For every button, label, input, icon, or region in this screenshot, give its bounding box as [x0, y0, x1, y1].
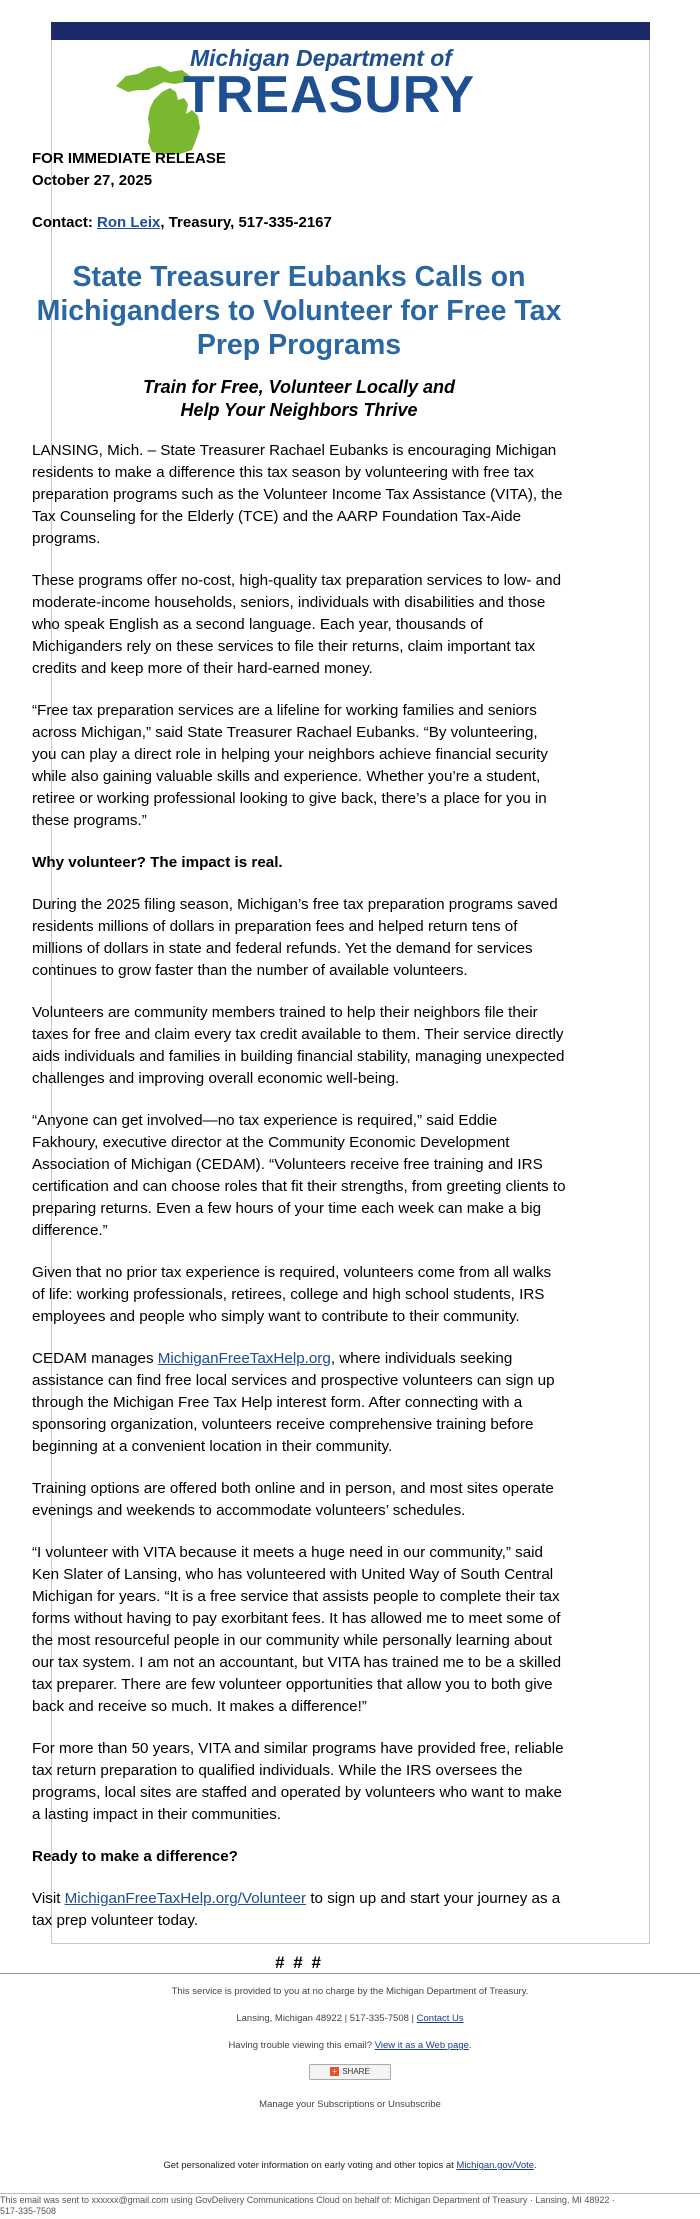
footer-trouble-viewing [0, 2039, 700, 2052]
end-marker: # # # [275, 1953, 323, 1972]
share-row [0, 2064, 700, 2080]
manage-subscriptions-link[interactable]: Manage your Subscriptions or Unsubscribe [259, 2099, 441, 2110]
footer-divider [0, 1973, 700, 1974]
paragraph-fakhoury-quote: “Anyone can get involved—no tax experience is required,” said Eddie Fakhoury, executive director at the Community Economic Development Association of Michigan (CEDAM). “Volunteers receive free training and IRS certification and can choose roles that fit their strengths, from greeting clients to preparing returns. Even a few hours of your time each week can make a big difference.” [32, 1112, 566, 1239]
cedam-text-pre: CEDAM manages [32, 1350, 158, 1367]
sent-to-line-2: 517-335-7508 [0, 2206, 57, 2216]
paragraph-intro: LANSING, Mich. – State Treasurer Rachael Eubanks is encouraging Michigan residents to make a difference this tax season by volunteering with free tax preparation programs such as the Volunteer Income Tax Assistance (VITA), the Tax Counseling for the Elderly (TCE) and the AARP Foundation Tax-Aide programs. [32, 442, 563, 547]
footer [0, 1985, 700, 2111]
paragraph-cedam [32, 1348, 566, 1458]
share-button[interactable] [309, 2064, 391, 2080]
paragraph-volunteers: Volunteers are community members trained to help their neighbors file their taxes for free and claim every tax credit available to them. Their service directly aids individuals and families in building financial stability, managing unexpected challenges and improving overall economic well-being. [32, 1004, 565, 1087]
paragraph-history: For more than 50 years, VITA and similar programs have provided free, reliable tax return preparation to qualified individuals. While the IRS oversees the programs, local sites are staffed and operated by volunteers who want to make a lasting impact in their communities. [32, 1740, 564, 1823]
voter-text: Get personalized voter information on early voting and other topics at [163, 2160, 457, 2171]
volunteer-signup-link[interactable]: MichiganFreeTaxHelp.org/Volunteer [64, 1890, 307, 1907]
footer-trouble-end: . [468, 2040, 472, 2051]
header-bar [51, 22, 650, 40]
press-release-content [32, 148, 566, 1974]
footer-service-note: This service is provided to you at no charge by the Michigan Department of Treasury. [171, 1986, 529, 1997]
sent-to-line-1: This email was sent to xxxxxx@gmail.com using GovDelivery Communications Cloud on behalf of: Michigan Department of Treasury · Lansing, MI 48922 · [0, 2195, 615, 2205]
contact-name-link[interactable]: Ron Leix [97, 214, 161, 231]
paragraph-programs: These programs offer no-cost, high-quality tax preparation services to low- and moderate-income households, seniors, individuals with disabilities and those who speak English as a second language. Each year, thousands of Michiganders rely on these services to file their returns, claim important tax credits and keep more of their hard-earned money. [32, 572, 562, 677]
contact-line [32, 212, 566, 234]
michigan-vote-link[interactable]: Michigan.gov/Vote [456, 2160, 535, 2171]
cedam-text-post: , where individuals seeking assistance can find free local services and prospective volunteers can sign up through the Michigan Free Tax Help interest form. After connecting with a sponsoring organization, volunteers receive comprehensive training before beginning at a convenient location in their community. [32, 1350, 555, 1455]
paragraph-eubanks-quote: “Free tax preparation services are a lifeline for working families and seniors across Michigan,” said State Treasurer Rachael Eubanks. “By volunteering, you can play a direct role in helping your neighbors achieve financial security while also gaining valuable skills and experience. Whether you’re a student, retiree or working professional looking to give back, there’s a place for you in these programs.” [32, 702, 548, 829]
logo-department-text: Michigan Department of [190, 45, 452, 71]
sent-to-notice [0, 2195, 700, 2217]
voter-end: . [534, 2160, 537, 2171]
section-heading-why: Why volunteer? The impact is real. [32, 854, 283, 871]
section-heading-ready: Ready to make a difference? [32, 1848, 238, 1865]
footer-address [0, 2012, 700, 2025]
release-date: October 27, 2025 [32, 172, 153, 189]
subheadline-line-1: Train for Free, Volunteer Locally and [142, 377, 456, 397]
visit-text-post: to sign up and start your journey as a tax prep volunteer today. [32, 1890, 561, 1929]
subheadline [32, 376, 566, 422]
paragraph-visit [32, 1888, 566, 1932]
contact-label: Contact: [32, 214, 97, 231]
view-web-page-link[interactable]: View it as a Web page [374, 2040, 469, 2051]
page-title: State Treasurer Eubanks Calls on Michiganders to Volunteer for Free Tax Prep Programs [36, 261, 562, 361]
paragraph-walks-of-life: Given that no prior tax experience is required, volunteers come from all walks of life: working professionals, retirees, college and high school students, IRS employees and people who simply want to contribute to their community. [32, 1264, 552, 1325]
share-label: SHARE [342, 2067, 370, 2076]
paragraph-training: Training options are offered both online and in person, and most sites operate evenings and weekends to accommodate volunteers’ schedules. [32, 1480, 554, 1519]
subheadline-line-2: Help Your Neighbors Thrive [180, 400, 418, 420]
footer-address-text: Lansing, Michigan 48922 | 517-335-7508 | [236, 2013, 417, 2024]
logo-treasury-text: TREASURY [183, 66, 476, 124]
contact-details: , Treasury, 517-335-2167 [160, 214, 332, 231]
release-type: FOR IMMEDIATE RELEASE [32, 150, 226, 167]
paragraph-impact: During the 2025 filing season, Michigan’s free tax preparation programs saved residents millions of dollars in preparation fees and helped return tens of millions of dollars in state and federal refunds. Yet the demand for services continues to grow faster than the number of available volunteers. [32, 896, 558, 979]
footer-trouble-text: Having trouble viewing this email? [228, 2040, 375, 2051]
bottom-divider [0, 2193, 700, 2194]
share-plus-icon: + [330, 2067, 339, 2076]
contact-us-link[interactable]: Contact Us [416, 2013, 464, 2024]
voter-info [0, 2160, 700, 2171]
visit-text-pre: Visit [32, 1890, 65, 1907]
michigan-free-tax-help-link[interactable]: MichiganFreeTaxHelp.org [157, 1350, 331, 1367]
paragraph-slater-quote: “I volunteer with VITA because it meets a huge need in our community,” said Ken Slater of Lansing, who has volunteered with United Way of South Central Michigan for years. “It is a free service that assists people to complete their tax forms without having to pay exorbitant fees. It has allowed me to meet some of the most resourceful people in our community while personally learning about our tax system. I am not an accountant, but VITA has trained me to be a skilled tax preparer. There are few volunteer opportunities that allow you to both give back and receive so much. It makes a difference!” [32, 1544, 562, 1715]
